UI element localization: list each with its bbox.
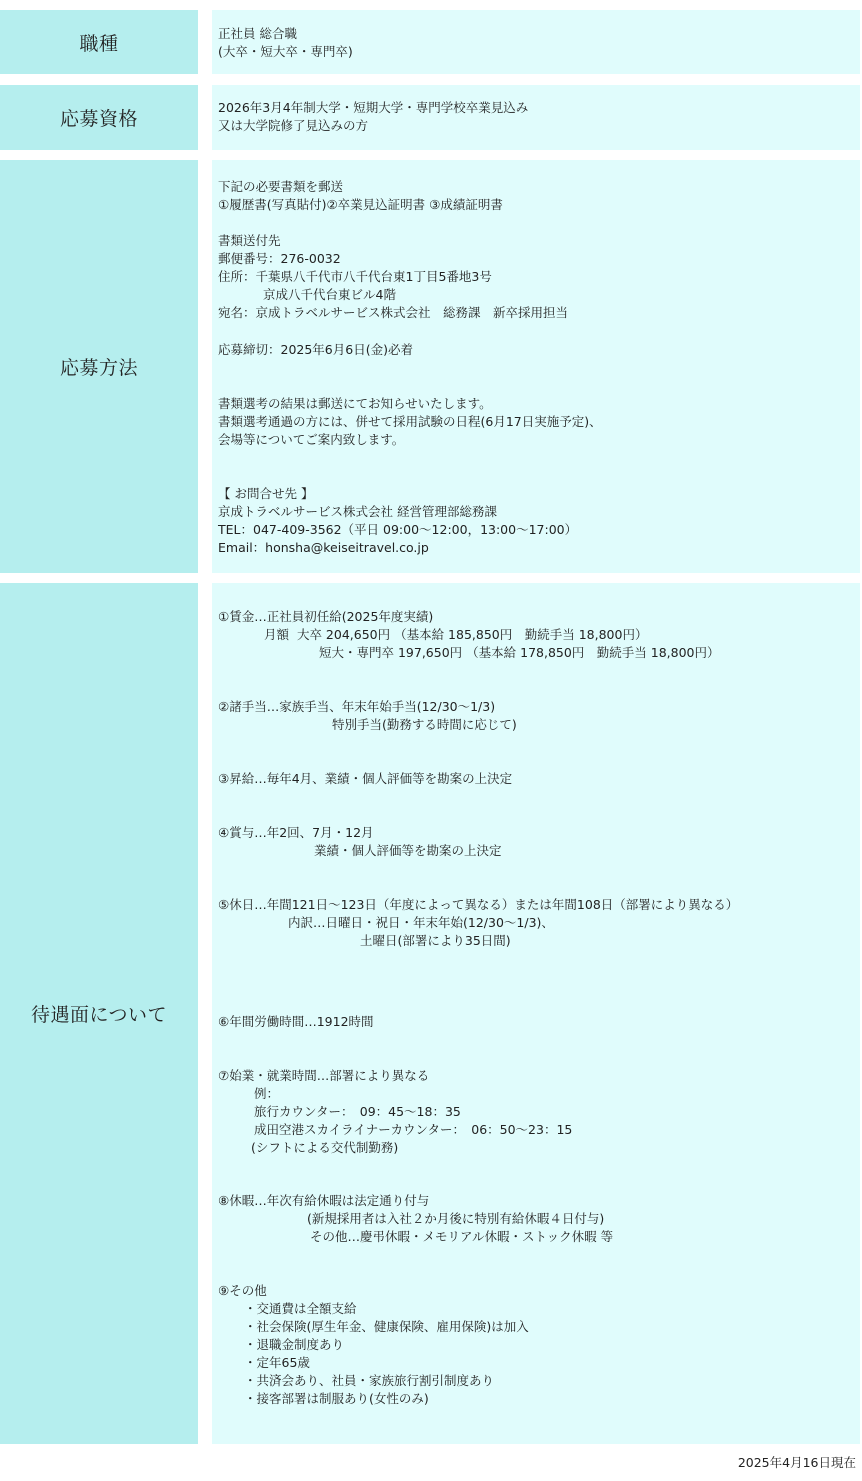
text-line: 住所：千葉県八千代市八千代台東1丁目5番地3号 [218,269,492,284]
text-line: 宛名：京成トラベルサービス株式会社 総務課 新卒採用担当 [218,305,569,320]
text-line: 応募締切：2025年6月6日(金)必着 [218,342,413,357]
row-content [212,85,860,150]
text-line: Email：honsha@keiseitravel.co.jp [218,540,429,555]
text-line: 成田空港スカイライナーカウンター： 06：50～23：15 [254,1122,573,1137]
text-line: ・共済会あり、社員・家族旅行割引制度あり [244,1373,495,1388]
text-line: 内訳…日曜日・祝日・年末年始(12/30～1/3)、 [288,915,554,930]
row-label: 待遇面について [0,583,198,1444]
text-line: ③昇給…毎年4月、業績・個人評価等を勘案の上決定 [218,771,513,786]
row-label: 職種 [0,10,198,74]
text-line: ⑧休暇…年次有給休暇は法定通り付与 [218,1193,430,1208]
text-line: 【 お問合せ先 】 [218,486,314,501]
text-line: 業績・個人評価等を勘案の上決定 [314,843,502,858]
row-content [212,583,860,1444]
text-line: ②諸手当…家族手当、年末年始手当(12/30～1/3) [218,699,496,714]
text-line: (大卒・短大卒・専門卒) [218,44,353,59]
text-line: 2026年3月4年制大学・短期大学・専門学校卒業見込み [218,100,529,115]
row-content [212,160,860,573]
text-line: 京成トラベルサービス株式会社 経営管理部総務課 [218,504,497,519]
text-line: ・社会保険(厚生年金、健康保険、雇用保険)は加入 [244,1319,529,1334]
text-line: 例： [254,1086,280,1101]
text-line: 会場等についてご案内致します。 [218,432,405,447]
as-of-date: 2025年4月16日現在 [737,1455,856,1470]
text-line: ①履歴書(写真貼付)②卒業見込証明書 ③成績証明書 [218,197,503,212]
text-line: ⑤休日…年間121日～123日（年度によって異なる）または年間108日（部署により異なる） [218,897,739,912]
text-line: TEL：047-409-3562（平日 09:00～12:00，13:00～17:00） [218,522,578,537]
text-line: 書類送付先 [218,233,281,248]
text-line: 書類選考通過の方には、併せて採用試験の日程(6月17日実施予定)、 [218,414,602,429]
row-content [212,10,860,74]
row-job-type [0,10,862,74]
text-line: 短大・専門卒 197,650円 （基本給 178,850円 勤続手当 18,800円） [319,645,720,660]
row-label: 応募方法 [0,160,198,573]
text-line: (シフトによる交代制勤務) [251,1140,399,1155]
row-qualification [0,85,862,150]
text-line: ①賃金…正社員初任給(2025年度実績) [218,609,434,624]
text-line: 月額 大卒 204,650円 （基本給 185,850円 勤続手当 18,800円） [264,627,648,642]
text-line: 下記の必要書類を郵送 [218,179,344,194]
text-line: ・接客部署は制服あり(女性のみ) [244,1391,429,1406]
text-line: ・交通費は全額支給 [244,1301,357,1316]
text-line: 書類選考の結果は郵送にてお知らせいたします。 [218,396,492,411]
text-line: ⑨その他 [218,1283,267,1298]
text-line: ⑦始業・就業時間…部署により異なる [218,1068,430,1083]
text-line: (新規採用者は入社２か月後に特別有給休暇４日付与) [307,1211,605,1226]
row-label: 応募資格 [0,85,198,150]
text-line: 旅行カウンター： 09：45～18：35 [254,1104,461,1119]
text-line: 京成八千代台東ビル4階 [263,287,396,302]
text-line: 郵便番号：276-0032 [218,251,341,266]
text-line: ⑥年間労働時間…1912時間 [218,1014,374,1029]
text-line: 正社員 総合職 [218,26,297,41]
text-line: 土曜日(部署により35日間) [360,933,511,948]
text-line: ・定年65歳 [244,1355,310,1370]
text-line: その他…慶弔休暇・メモリアル休暇・ストック休暇 等 [310,1229,614,1244]
row-application-method [0,160,862,573]
row-benefits [0,583,862,1444]
text-line: 又は大学院修了見込みの方 [218,118,369,133]
text-line: 特別手当(勤務する時間に応じて) [332,717,517,732]
text-line: ・退職金制度あり [244,1337,345,1352]
text-line: ④賞与…年2回、7月・12月 [218,825,374,840]
